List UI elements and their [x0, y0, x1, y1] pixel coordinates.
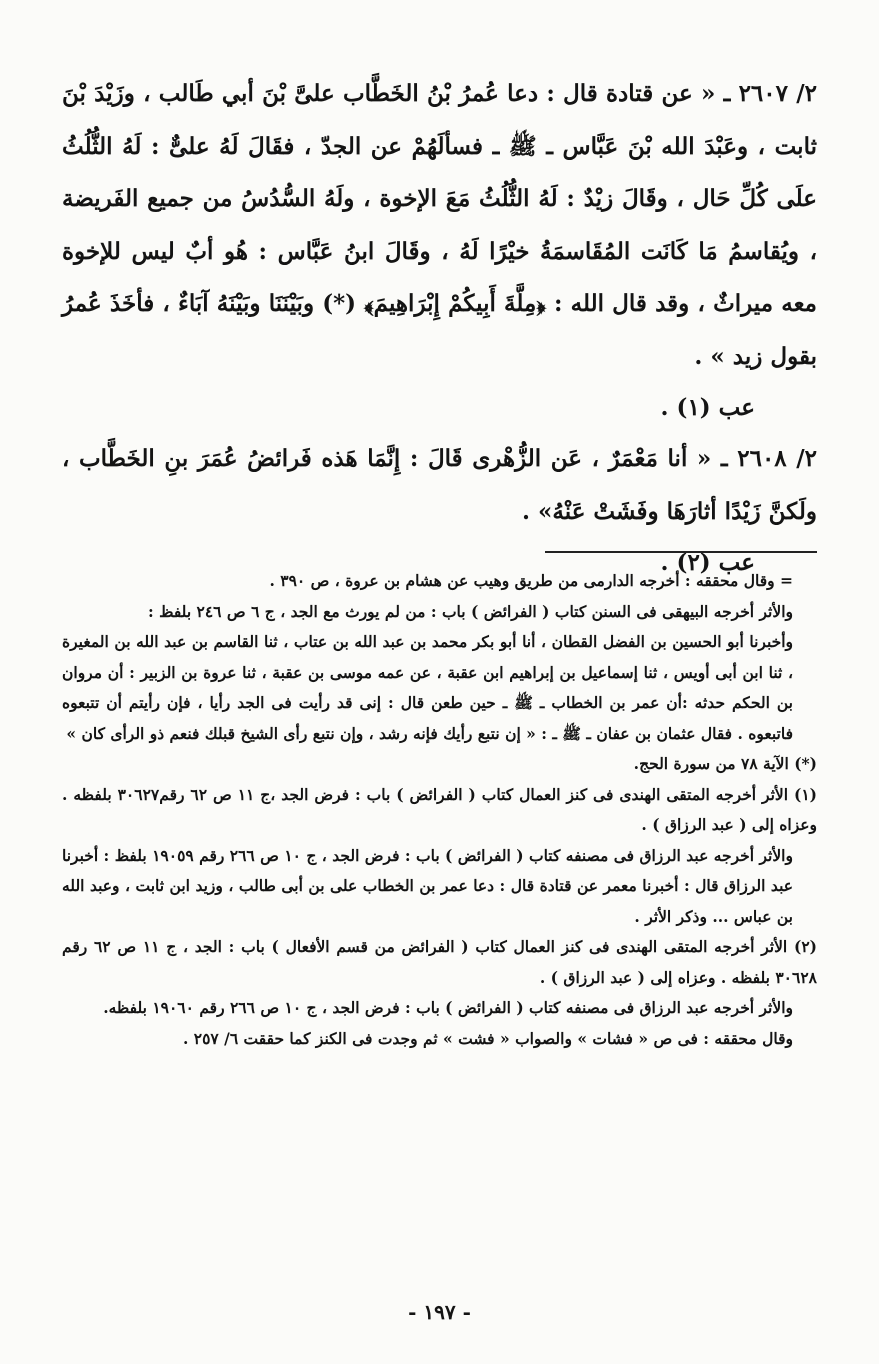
footnotes [62, 566, 817, 1054]
main-text [62, 68, 817, 588]
footnote-1: (١) الأثر أخرجه المتقى الهندى فى كنز العمال كتاب ( الفرائض ) باب : فرض الجد ،ج ١١ ص ٦٢ رقم٣٠٦٢٧ بلفظه . وعزاه إلى ( عبد الرزاق ) . [62, 784, 818, 834]
footnote-continuation: = وقال محققه : أخرجه الدارمى من طريق وهيب عن هشام بن عروة ، ص ٣٩٠ . [269, 571, 793, 590]
footnote-2: (٢) الأثر أخرجه المتقى الهندى فى كنز العمال كتاب ( الفرائض من قسم الأفعال ) باب : الجد ، ج ١١ ص ٦٢ رقم ٣٠٦٢٨ بلفظه . وعزاه إلى ( عبد الرزاق ) . [62, 937, 817, 987]
entry-text: ـ « أنا مَعْمَرٌ ، عَن الزُّهْرى قَالَ : إِنَّمَا هَذه فَرائضُ عُمَرَ بنِ الخَطَّاب ، ولَكنَّ زَيْدًا أثارَهَا وفَشَتْ عَنْهُ» . [62, 445, 817, 525]
hadith-entry-2607 [62, 68, 817, 383]
entry-number: ٢/ ٢٦٠٧ [738, 80, 817, 107]
footnote-verse: (*) الآية ٧٨ من سورة الحج. [633, 754, 817, 773]
footnote-paragraph: وأخبرنا أبو الحسين بن الفضل القطان ، أنا أبو بكر محمد بن عبد الله بن عتاب ، ثنا القاسم بن عبد الله بن المغيرة ، ثنا ابن أبى أويس ، ثنا إسماعيل بن إبراهيم ابن عقبة ، عن عمه موسى بن عقبة ، ثنا عروة بن الزبير : أن مروان بن الحكم حدثه :أن عمر بن الخطاب ـ ﷺ ـ حين طعن قال : إنى قد رأيت فى الجد رأيا ، فإن رأيتم أن تتبعوه فاتبعوه . فقال عثمان بن عفان ـ ﷺ ـ : « إن نتبع رأيك فإنه رشد ، وإن نتبع رأى الشيخ قبلك فنعم ذو الرأى كان » [62, 632, 793, 743]
footnote-paragraph: والأثر أخرجه البيهقى فى السنن كتاب ( الفرائض ) باب : من لم يورث مع الجد ، ج ٦ ص ٢٤٦ بلفظ : [148, 601, 793, 621]
source-reference: عب (٢) . [660, 549, 755, 576]
source-reference: عب (١) . [660, 394, 755, 421]
hadith-entry-2608 [62, 433, 817, 538]
footnote-paragraph: والأثر أخرجه عبد الرزاق فى مصنفه كتاب ( الفرائض ) باب : فرض الجد ، ج ١٠ ص ٢٦٦ رقم ١٩٠٥٩ بلفظ : أخبرنا عبد الرزاق قال : أخبرنا معمر عن قتادة قال : دعا عمر بن الخطاب على بن أبى طالب ، وزيد ابن ثابت ، وعبد الله بن عباس ... وذكر الأثر . [62, 845, 793, 926]
footnote-divider [545, 551, 817, 553]
footnote-paragraph: وقال محققه : فى ص « فشات » والصواب « فشت » ثم وجدت فى الكنز كما حققت ٦/ ٢٥٧ . [182, 1028, 793, 1048]
entry-text: ـ « عن قتادة قال : دعا عُمرُ بْنُ الخَطَّاب علىَّ بْنَ أبي طَالب ، وزَيْدَ بْنَ ثابت ، وعَبْدَ الله بْنَ عَبَّاس ـ ﷺ ـ فسألَهُمْ عن الجدّ ، فقَالَ لَهُ علىٌّ : لَهُ الثُّلُثُ علَى كُلِّ حَال ، وقَالَ زيْدٌ : لَهُ الثُّلُثُ مَعَ الإخوة ، ولَهُ السُّدُسُ من جميع الفَريضة ، ويُقاسمُ مَا كَانَت المُقَاسمَةُ خيْرًا لَهُ ، وقَالَ ابنُ عَبَّاس : هُو أبٌ ليس للإخوة معه ميراثٌ ، وقد قال الله : ﴿مِلَّةَ أَبِيكُمْ إِبْرَاهِيمَ﴾ (*) وبَيْنَنَا وبَيْنَهُ آبَاءٌ ، فأخَذَ عُمرُ بقول زيد » . [62, 80, 817, 370]
footnote-paragraph: والأثر أخرجه عبد الرزاق فى مصنفه كتاب ( الفرائض ) باب : فرض الجد ، ج ١٠ ص ٢٦٦ رقم ١٩٠٦٠ بلفظه. [103, 998, 793, 1017]
entry-number: ٢/ ٢٦٠٨ [737, 445, 817, 472]
page-number: - ١٩٧ - [408, 1300, 471, 1324]
